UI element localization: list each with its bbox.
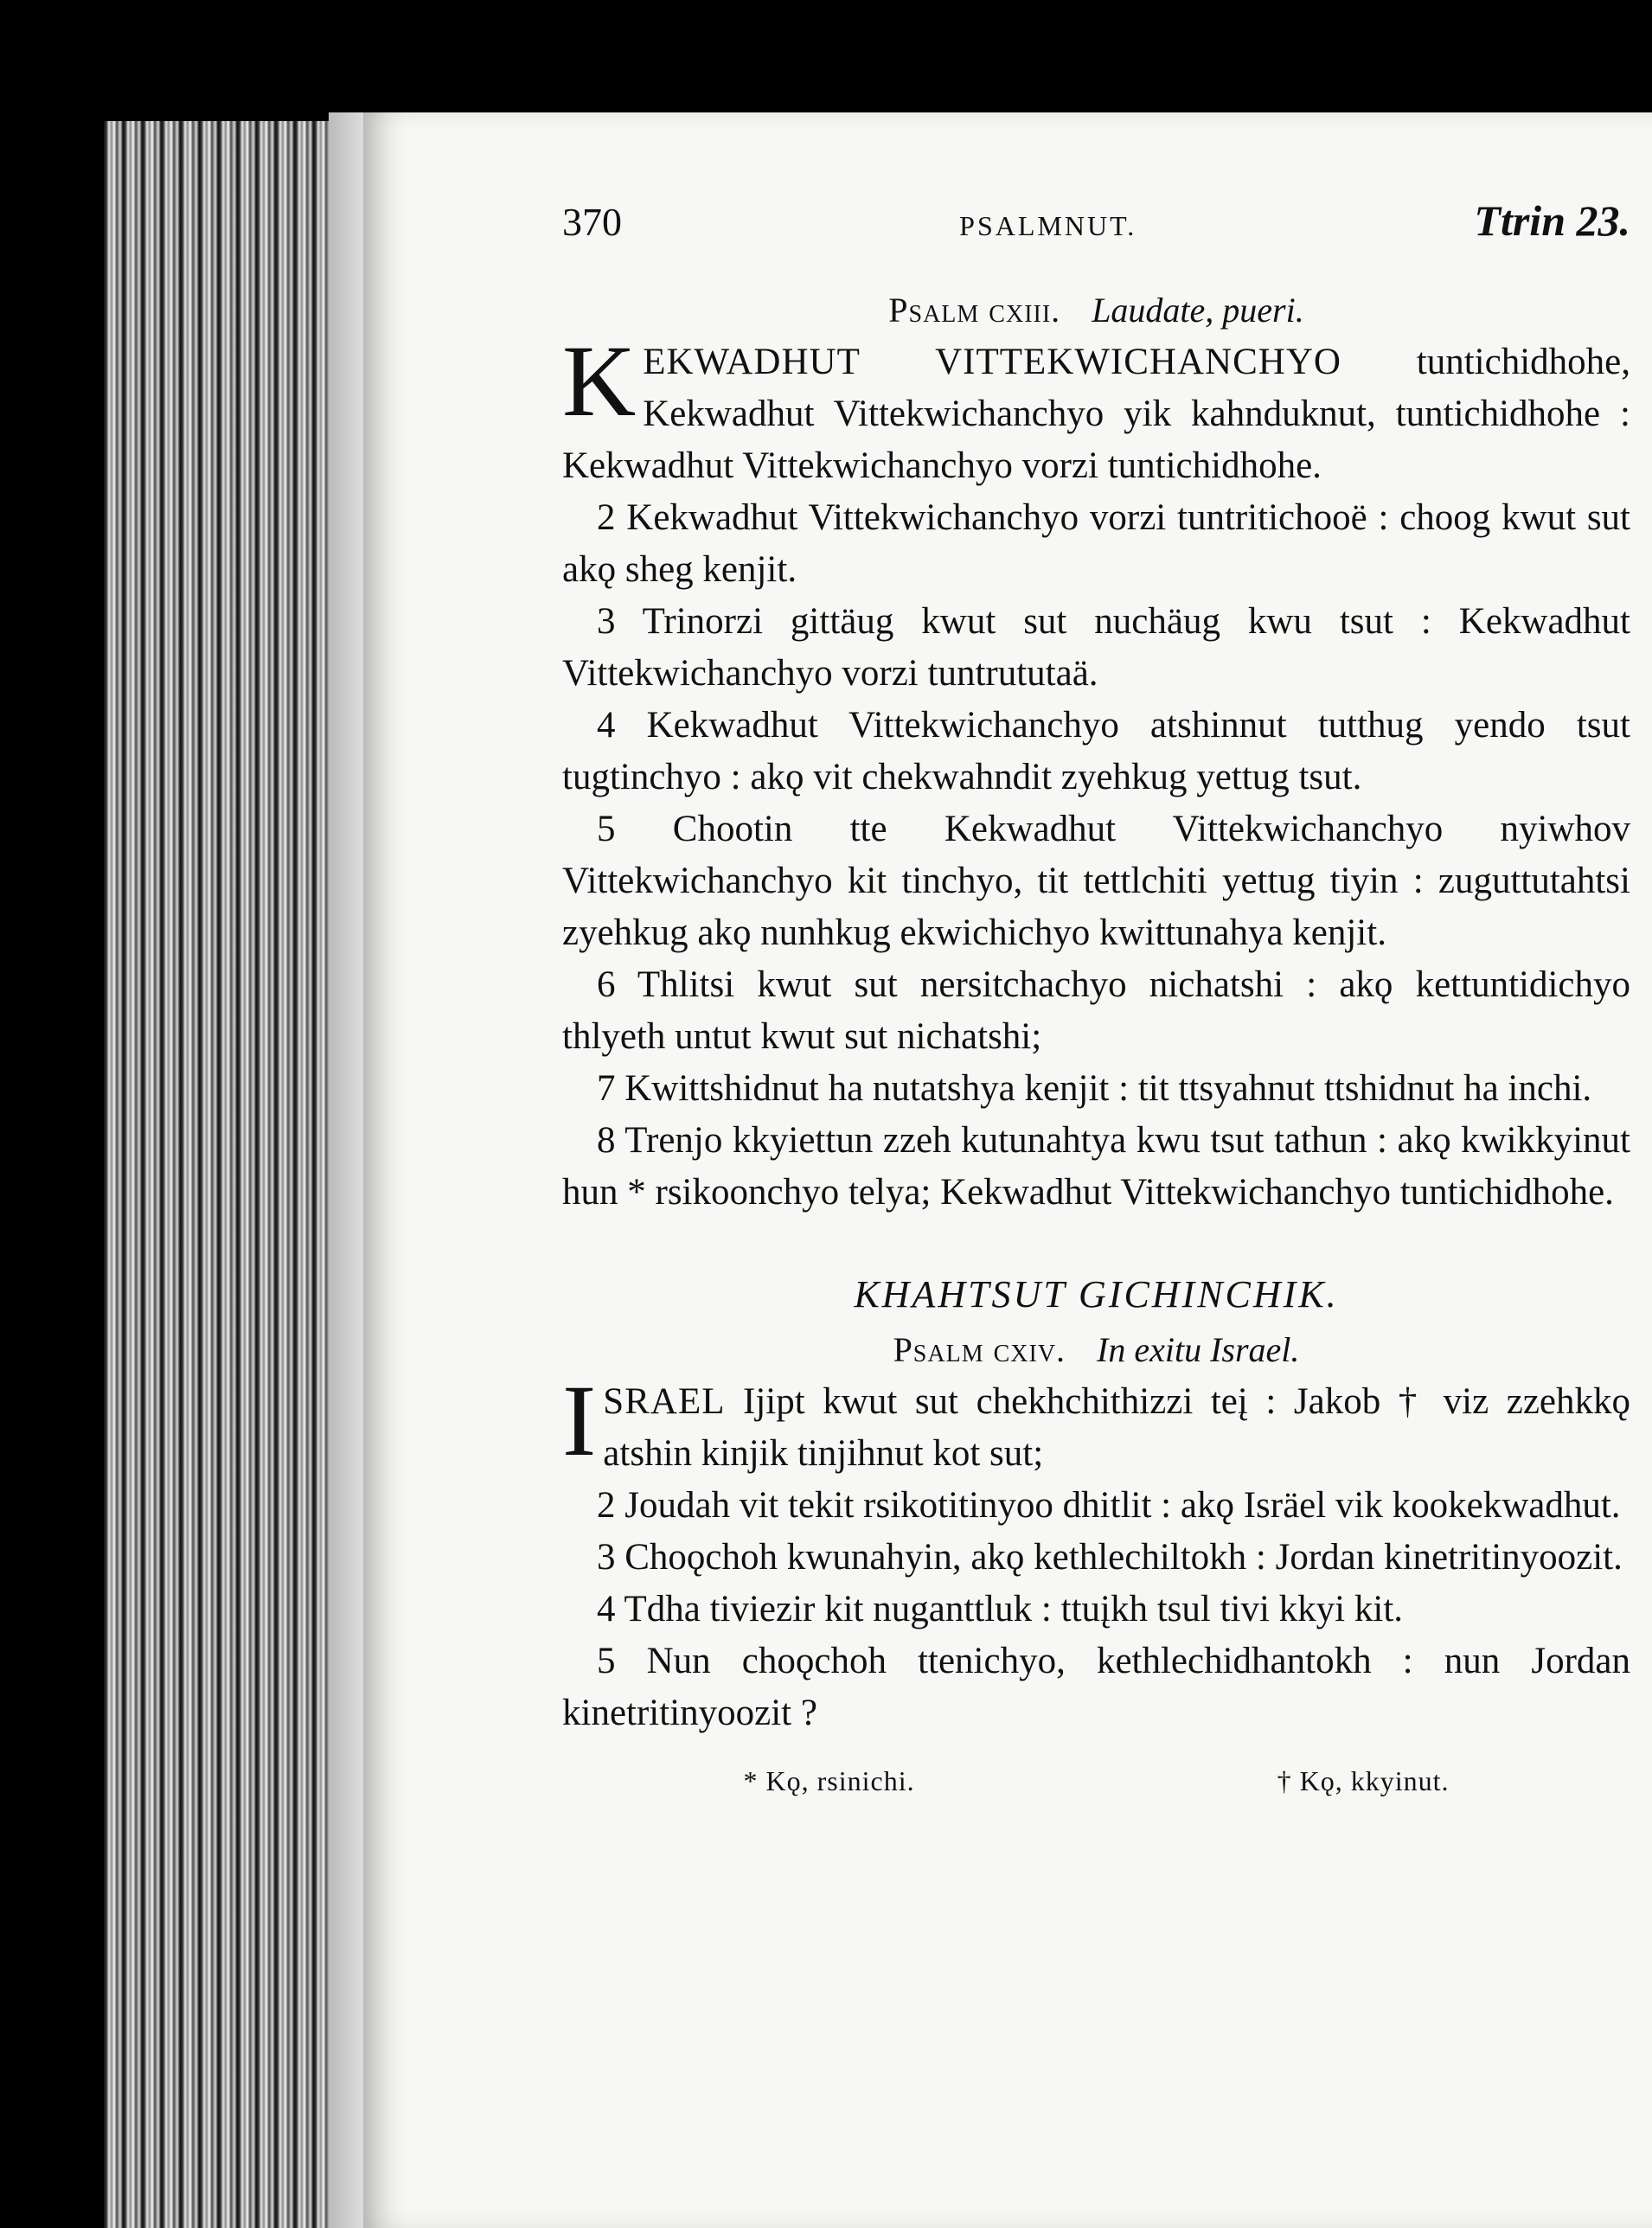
verse: 4 Kekwadhut Vittekwichanchyo atshinnut tutthug yendo tsut tugtinchyo : akǫ vit chekwahndit zyehkug yettug tsut. [562,705,1630,797]
verse: 2 Joudah vit tekit rsikotitinyoo dhitlit : akǫ Isräel vik kookekwadhut. [597,1485,1621,1526]
book-page [363,112,1652,2228]
verse-opening-caps: SRAEL [603,1381,726,1422]
psalm-heading-114 [562,1326,1630,1374]
psalm-latin-incipit: In exitu Israel. [1097,1330,1300,1369]
book-page-edges [104,121,363,2228]
footnotes [562,1755,1630,1807]
verse-opening-caps: EKWADHUT VITTEKWICHANCHYO [643,342,1341,382]
verse: 3 Choǫchoh kwunahyin, akǫ kethlechiltokh : Jordan kinetritinyoozit. [597,1537,1623,1578]
verse: 2 Kekwadhut Vittekwichanchyo vorzi tuntritichooë : choog kwut sut akǫ sheg kenjit. [562,497,1630,590]
footnote: * Kǫ, rsinichi. [743,1765,915,1796]
psalm-heading-113 [562,286,1630,335]
verse-1 [562,1364,1630,1480]
footnote: † Kǫ, kkyinut. [1277,1765,1450,1796]
verse-text: Ijipt kwut sut chekhchithizzi teį : Jakob † viz zzehkkǫ atshin kinjik tinjihnut kot sut; [603,1381,1630,1474]
verse: 3 Trinorzi gittäug kwut sut nuchäug kwu tsut : Kekwadhut Vittekwichanchyo vorzi tuntrututaä. [562,601,1630,694]
psalm-number: Psalm cxiii. [888,291,1061,330]
section-title: KHAHTSUT GICHINCHIK. [854,1273,1339,1316]
drop-cap: K [562,324,637,438]
verse: 5 Nun choǫchoh ttenichyo, kethlechidhantokh : nun Jordan kinetritinyoozit ? [562,1641,1630,1733]
verse: 6 Thlitsi kwut sut nersitchachyo nichatshi : akǫ kettuntidichyo thlyeth untut kwut sut nichatshi; [562,964,1630,1057]
page-number: 370 [562,200,622,244]
verse: 7 Kwittshidnut ha nutatshya kenjit : tit ttsyahnut ttshidnut ha inchi. [597,1068,1592,1109]
running-title: PSALMNUT. [959,210,1137,241]
verse: 8 Trenjo kkyiettun zzeh kutunahtya kwu tsut tathun : akǫ kwikkyinut hun * rsikoonchyo telya; Kekwadhut Vittekwichanchyo tuntichidhohe. [562,1120,1630,1213]
verse: 4 Tdha tiviezir kit nuganttluk : ttuįkh tsul tivi kkyi kit. [597,1589,1404,1629]
verse-1 [562,324,1630,492]
page-content [562,195,1630,1807]
verse-text: tuntichidhohe, Kekwadhut Vittekwichanchyo yik kahnduknut, tuntichidhohe : Kekwadhut Vittekwichanchyo vorzi tuntichidhohe. [562,342,1630,486]
drop-cap: I [562,1364,597,1477]
page-header [562,195,1630,252]
psalm-latin-incipit: Laudate, pueri. [1092,291,1304,330]
verse: 5 Chootin tte Kekwadhut Vittekwichanchyo nyiwhov Vittekwichanchyo kit tinchyo, tit tettlchiti yettug tiyin : zuguttutahtsi zyehkug akǫ nunhkug ekwichichyo kwittunahya kenjit. [562,809,1630,953]
chapter-label: Ttrin 23. [1474,196,1630,245]
psalm-number: Psalm cxiv. [893,1330,1066,1369]
